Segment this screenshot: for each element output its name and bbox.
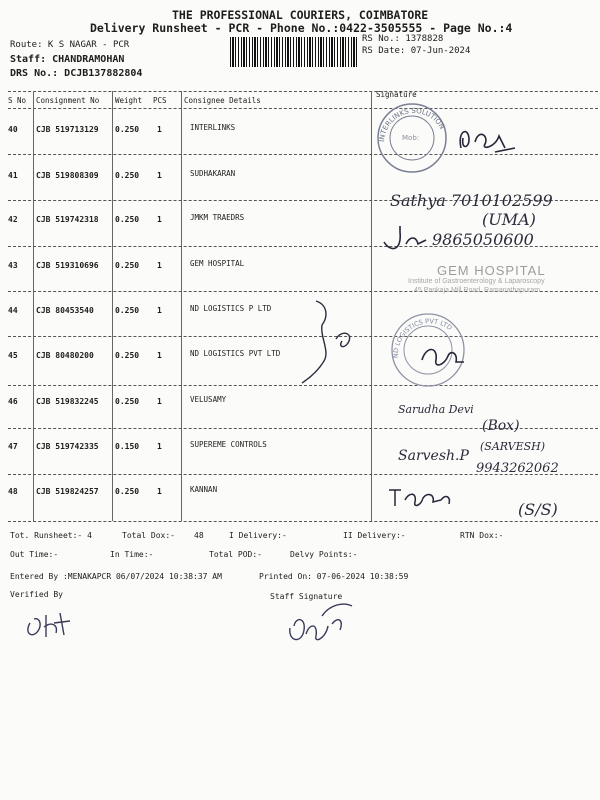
row-weight: 0.250 xyxy=(115,261,140,270)
row-sno: 48 xyxy=(8,487,18,496)
barcode xyxy=(230,37,358,67)
row-pcs: 1 xyxy=(157,215,162,224)
row-pcs: 1 xyxy=(157,487,162,496)
col-sno: S No xyxy=(8,96,27,105)
handwriting-uma-phone: 9865050600 xyxy=(432,230,534,249)
route: Route: K S NAGAR - PCR xyxy=(10,40,130,50)
row-weight: 0.250 xyxy=(115,487,140,496)
col-divider xyxy=(112,91,113,521)
row-consignee: SUDHAKARAN xyxy=(190,169,236,178)
row-consignee: JMKM TRAEDRS xyxy=(190,213,245,222)
signature-row45 xyxy=(418,340,468,370)
delvy-points: Delvy Points:- xyxy=(290,550,358,559)
row-consignment: CJB 80480200 xyxy=(36,351,94,360)
stamp-nd-text: ND LOGISTICS PVT LTD xyxy=(391,317,454,359)
gem-stamp-title: GEM HOSPITAL xyxy=(437,263,546,278)
handwriting-sarvesh-phone: 9943262062 xyxy=(476,461,559,476)
col-weight: Weight xyxy=(115,96,143,105)
printed-on: Printed On: 07-06-2024 10:38:59 xyxy=(259,572,409,581)
row-consignment: CJB 519310696 xyxy=(36,261,99,270)
row-pcs: 1 xyxy=(157,351,162,360)
runsheet-subtitle: Delivery Runsheet - PCR - Phone No.:0422-3505555 - Page No.:4 xyxy=(90,21,513,35)
handwriting-uma: (UMA) xyxy=(482,210,536,229)
row-sno: 44 xyxy=(8,306,18,315)
row-weight: 0.250 xyxy=(115,397,140,406)
col-pcs: PCS xyxy=(153,96,167,105)
col-divider xyxy=(33,91,34,521)
total-dox-label: Total Dox:- xyxy=(122,531,175,540)
handwriting-ss: (S/S) xyxy=(518,500,558,519)
stamp-mob-label: Mob: xyxy=(402,134,420,142)
row-pcs: 1 xyxy=(157,442,162,451)
row-sno: 43 xyxy=(8,261,18,270)
col-consignee: Consignee Details xyxy=(184,96,261,105)
row-pcs: 1 xyxy=(157,306,162,315)
row-consignment: CJB 519832245 xyxy=(36,397,99,406)
total-pod: Total POD:- xyxy=(209,550,262,559)
row-consignee: INTERLINKS xyxy=(190,123,236,132)
signature-row48 xyxy=(385,484,460,512)
table-top-rule xyxy=(8,91,598,92)
row-consignment: CJB 519713129 xyxy=(36,125,99,134)
row-pcs: 1 xyxy=(157,261,162,270)
gem-stamp-line3: 45 Pankaja Mill Road, Ramanathapuram xyxy=(414,287,541,294)
row-weight: 0.250 xyxy=(115,171,140,180)
row-sno: 40 xyxy=(8,125,18,134)
row-consignee: SUPEREME CONTROLS xyxy=(190,440,267,449)
signature-row40 xyxy=(455,118,525,158)
row-weight: 0.250 xyxy=(115,125,140,134)
row-consignee: VELUSAMY xyxy=(190,395,227,404)
row-weight: 0.150 xyxy=(115,442,140,451)
out-time: Out Time:- xyxy=(10,550,59,559)
row-weight: 0.250 xyxy=(115,306,140,315)
col-consignment: Consignment No xyxy=(36,96,100,105)
row-pcs: 1 xyxy=(157,171,162,180)
gem-stamp-line2: Institute of Gastroenterology & Laparoscopy xyxy=(408,278,545,285)
in-time: In Time:- xyxy=(110,550,154,559)
rtn-dox: RTN Dox:- xyxy=(460,531,504,540)
row-pcs: 1 xyxy=(157,397,162,406)
verified-by: Verified By xyxy=(10,590,63,599)
handwriting-sarudha: Sarudha Devi xyxy=(398,403,474,416)
row-consignment: CJB 519742335 xyxy=(36,442,99,451)
total-dox-value: 48 xyxy=(194,531,204,540)
rs-number: RS No.: 1378828 xyxy=(362,34,444,44)
table-bottom-rule xyxy=(8,521,598,522)
row-consignee: KANNAN xyxy=(190,485,218,494)
col-divider xyxy=(181,91,182,521)
verified-by-signature xyxy=(20,605,80,645)
entered-by: Entered By :MENAKAPCR 06/07/2024 10:38:37 AM xyxy=(10,572,222,581)
row-sno: 46 xyxy=(8,397,18,406)
row-consignment: CJB 519824257 xyxy=(36,487,99,496)
row-consignment: CJB 80453540 xyxy=(36,306,94,315)
rs-date: RS Date: 07-Jun-2024 xyxy=(362,46,471,56)
bracket-mark xyxy=(298,295,368,390)
staff-name: Staff: CHANDRAMOHAN xyxy=(10,54,125,65)
row-consignee: GEM HOSPITAL xyxy=(190,259,245,268)
row-weight: 0.250 xyxy=(115,351,140,360)
staff-signature xyxy=(282,598,362,648)
stamp-interlinks-text: INTERLINKS SOLUTIONS xyxy=(369,92,447,143)
col-signature: Signature xyxy=(376,90,417,99)
row-sno: 45 xyxy=(8,351,18,360)
staff-signature-label: Staff Signature xyxy=(270,592,343,601)
ii-delivery: II Delivery:- xyxy=(343,531,406,540)
row-weight: 0.250 xyxy=(115,215,140,224)
company-name: THE PROFESSIONAL COURIERS, COIMBATORE xyxy=(172,8,429,22)
drs-number: DRS No.: DCJB137882804 xyxy=(10,68,143,79)
total-runsheet: Tot. Runsheet:- 4 xyxy=(10,531,92,540)
row-sno: 47 xyxy=(8,442,18,451)
handwriting-sarvesh-caps: (SARVESH) xyxy=(480,440,546,453)
i-delivery: I Delivery:- xyxy=(229,531,287,540)
row-consignee: ND LOGISTICS PVT LTD xyxy=(190,349,281,358)
signature-row42 xyxy=(380,222,430,256)
row-sno: 42 xyxy=(8,215,18,224)
handwriting-sarvesh: Sarvesh.P xyxy=(398,448,469,464)
handwriting-sathya: Sathya 7010102599 xyxy=(390,191,553,210)
row-consignee: ND LOGISTICS P LTD xyxy=(190,304,272,313)
row-sno: 41 xyxy=(8,171,18,180)
row-pcs: 1 xyxy=(157,125,162,134)
handwriting-box: (Box) xyxy=(482,418,520,434)
row-consignment: CJB 519808309 xyxy=(36,171,99,180)
row-consignment: CJB 519742318 xyxy=(36,215,99,224)
table-header-rule xyxy=(8,108,598,109)
